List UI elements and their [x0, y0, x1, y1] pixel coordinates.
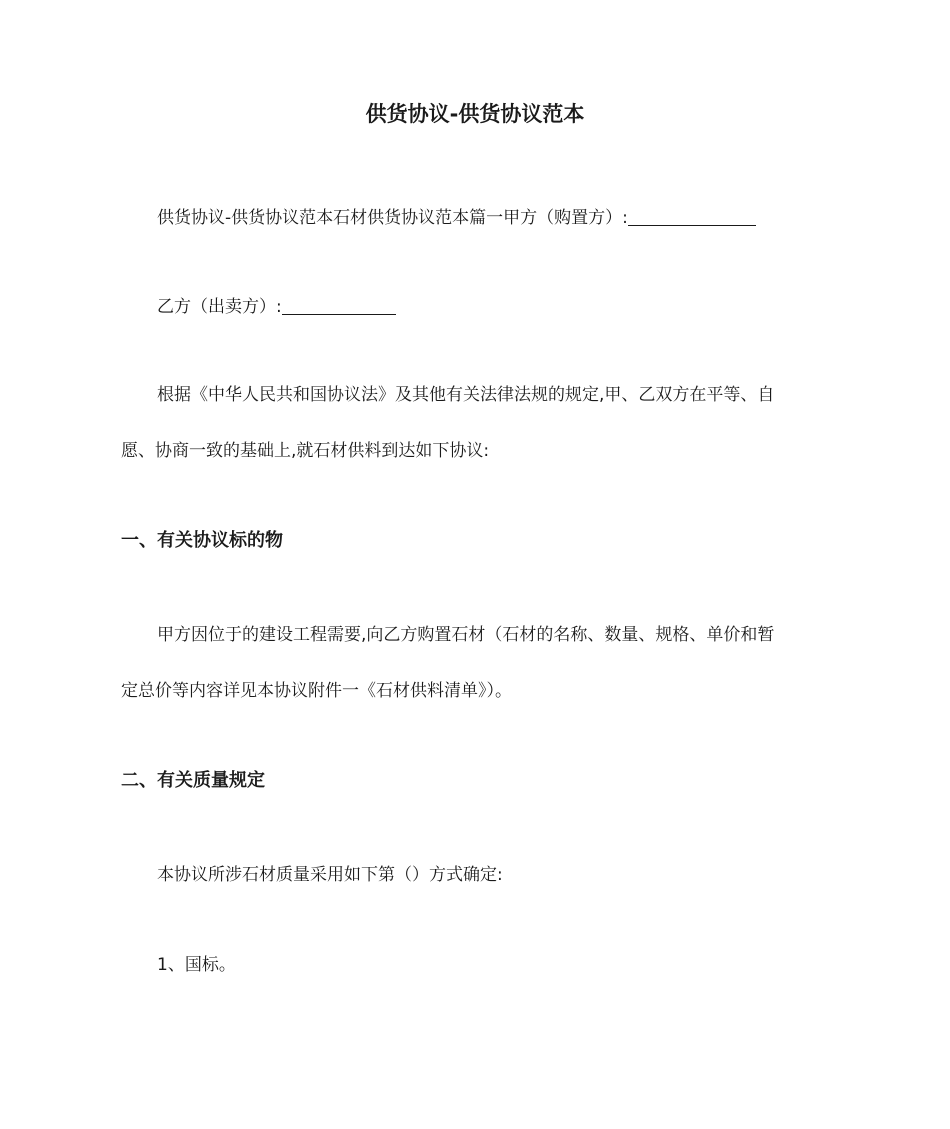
party-b-line [121, 293, 841, 321]
section-2-heading: 二、有关质量规定 [121, 770, 265, 791]
party-a-blank [628, 207, 756, 226]
document-title: 供货协议-供货协议范本 [365, 102, 585, 126]
party-a-label: 供货协议-供货协议范本石材供货协议范本篇一甲方（购置方）: [157, 208, 628, 228]
section-1-heading: 一、有关协议标的物 [121, 530, 283, 551]
intro-paragraph-line-1: 根据《中华人民共和国协议法》及其他有关法律法规的规定,甲、乙双方在平等、自 [157, 385, 775, 405]
section-2-paragraph-line-1: 本协议所涉石材质量采用如下第（）方式确定: [157, 865, 503, 885]
party-b-blank [282, 296, 396, 315]
section-2-list-item-1: 1、国标。 [157, 955, 236, 975]
party-b-label: 乙方（出卖方）: [157, 297, 282, 317]
party-a-line [121, 204, 841, 232]
section-1-paragraph-line-2: 定总价等内容详见本协议附件一《石材供料清单》）。 [121, 681, 512, 701]
section-1-paragraph-line-1: 甲方因位于的建设工程需要,向乙方购置石材（石材的名称、数量、规格、单价和暂 [157, 625, 775, 645]
intro-paragraph-line-2: 愿、协商一致的基础上,就石材供料到达如下协议: [121, 441, 490, 461]
